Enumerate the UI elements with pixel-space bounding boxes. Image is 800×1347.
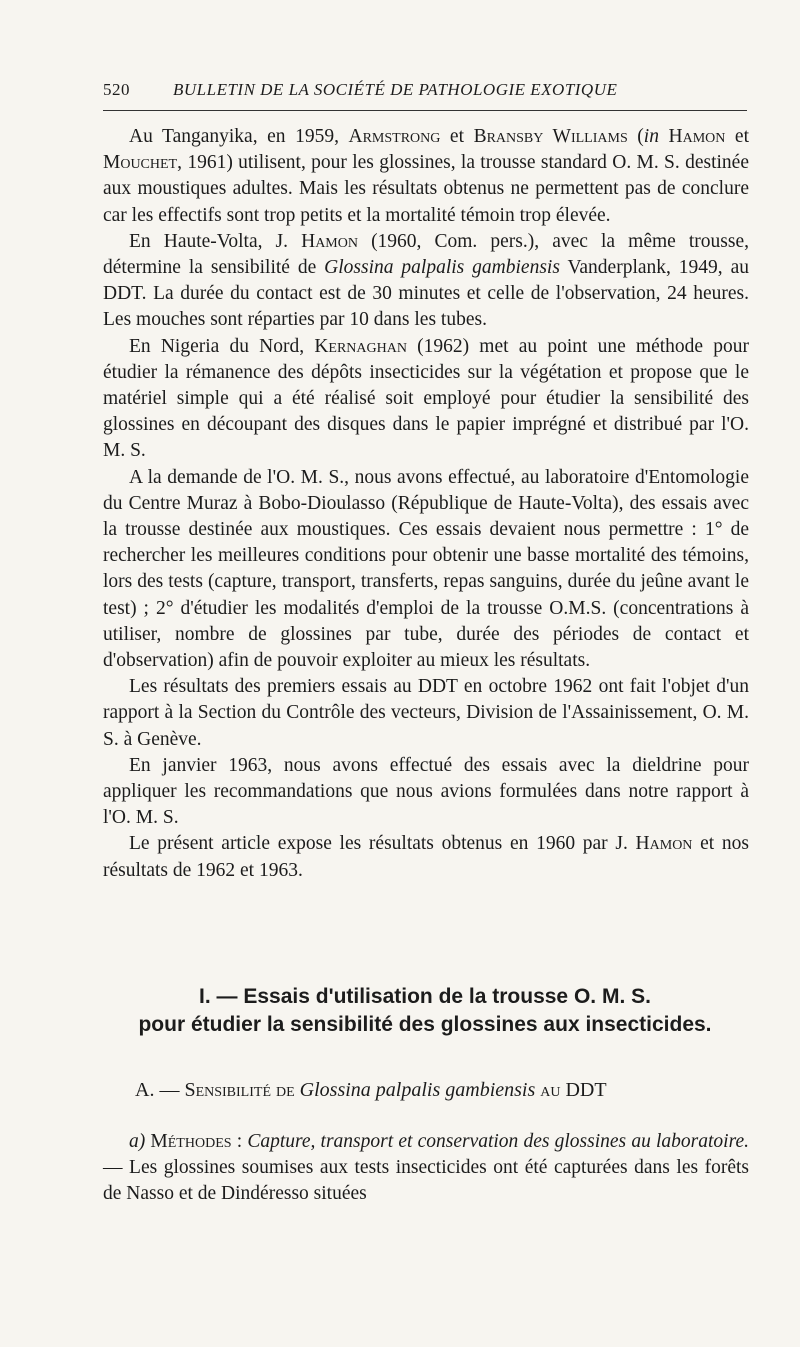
author-name: Mouchet <box>103 152 178 174</box>
journal-title: BULLETIN DE LA SOCIÉTÉ DE PATHOLOGIE EXOTIQUE <box>173 80 618 99</box>
body-text <box>103 124 749 884</box>
section-heading-line-1: I. — Essais d'utilisation de la trousse O. M. S. <box>199 985 651 1008</box>
species-name: Glossina palpalis gambiensis <box>324 257 560 279</box>
paragraph-2: En Haute-Volta, J. Hamon (1960, Com. pers.), avec la même trousse, détermine la sensibilité de Glossina palpalis gambiensis Vanderplank, 1949, au DDT. La durée du contact est de 30 minutes et celle de l'observation, 24 heures. Les mouches sont réparties par 10 dans les tubes. <box>103 230 750 331</box>
author-name: Hamon <box>668 126 726 147</box>
section-heading-line-2: pour étudier la sensibilité des glossines aux insecticides. <box>138 1013 712 1036</box>
author-name: Hamon <box>301 230 358 252</box>
author-name: Bransby Williams <box>473 126 628 147</box>
paragraph-1: Au Tanganyika, en 1959, Armstrong et Bransby Williams (in Hamon et Mouchet, 1961) utilisent, pour les glossines, la trousse standard O. M. S. destinée aux moustiques adultes. Mais les résultats obtenus ne permettent pas de conclure car les effectifs sont trop petits et la mortalité témoin trop élevée. <box>103 126 749 226</box>
header-rule <box>103 110 747 111</box>
methods-paragraph: a) Méthodes : Capture, transport et conservation des glossines au laboratoire. — Les glossines soumises aux tests insecticides ont été capturées dans les forêts de Nasso et de Dindéresso situées <box>103 1131 749 1205</box>
author-name: Armstrong <box>348 126 441 147</box>
section-heading <box>103 983 747 1039</box>
author-name: Hamon <box>635 833 693 855</box>
subsection-heading: A. — Sensibilité de Glossina palpalis gambiensis au DDT <box>135 1079 607 1101</box>
paragraph-3: En Nigeria du Nord, Kernaghan (1962) met au point une méthode pour étudier la rémanence des dépôts insecticides sur la végétation et propose que le matériel simple qui a été réalisé soit employé pour étudier la sensibilité des glossines en découpant des disques dans le papier imprégné et distribué par l'O. M. S. <box>103 335 749 462</box>
paragraph-5: Les résultats des premiers essais au DDT en octobre 1962 ont fait l'objet d'un rapport à la Section du Contrôle des vecteurs, Division de l'Assainissement, O. M. S. à Genève. <box>103 676 749 750</box>
species-name: Glossina palpalis gambiensis <box>299 1079 536 1101</box>
paragraph-7: Le présent article expose les résultats obtenus en 1960 par J. Hamon et nos résultats de 1962 et 1963. <box>103 833 749 881</box>
paragraph-6: En janvier 1963, nous avons effectué des essais avec la dieldrine pour appliquer les recommandations que nous avions formulées dans notre rapport à l'O. M. S. <box>103 754 749 829</box>
author-name: Kernaghan <box>314 335 407 357</box>
page-number: 520 <box>103 80 130 99</box>
paragraph-4: A la demande de l'O. M. S., nous avons effectué, au laboratoire d'Entomologie du Centre Muraz à Bobo-Dioulasso (République de Haute-Volta), des essais avec la trousse destinée aux moustiques. Ces essais devaient nous permettre : 1° de rechercher les meilleures conditions pour obtenir une basse mortalité des témoins, lors des tests (capture, transport, transferts, repas sanguins, durée du jeûne avant le test) ; 2° d'étudier les modalités d'emploi de la trousse O.M.S. (concentrations à utiliser, nombre de glossines par tube, durée des périodes de contact et d'observation) afin de pouvoir exploiter au mieux les résultats. <box>103 466 749 672</box>
